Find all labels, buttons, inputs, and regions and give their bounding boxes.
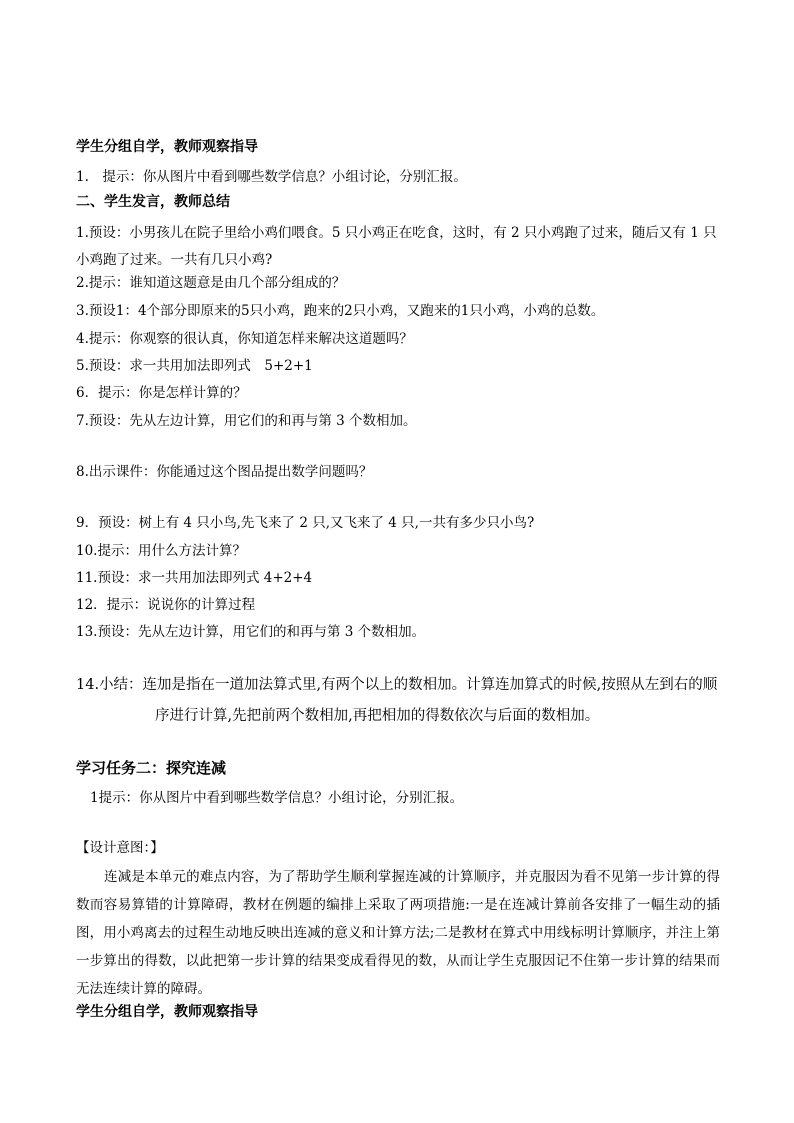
task2-heading: 学习任务二：探究连减 bbox=[76, 759, 227, 777]
design-heading: 【设计意图：】 bbox=[76, 840, 164, 856]
section-heading-self-study-2: 学生分组自学，教师观察指导 bbox=[76, 1004, 258, 1020]
item-12: 12．提示：说说你的计算过程 bbox=[76, 597, 256, 613]
summary-line-1: 14.小结：连加是指在一道加法算式里,有两个以上的数相加。计算连加算式的时候,按照从左到右的顺 bbox=[76, 677, 718, 693]
item-1: 1.预设：小男孩儿在院子里给小鸡们喂食。5 只小鸡正在吃食，这时，有 2 只小鸡跑了过来，随后又有 1 只小鸡跑了过来。一共有几只小鸡? bbox=[76, 225, 717, 268]
hint-line: 1. 提示：你从图片中看到哪些数学信息？小组讨论，分别汇报。 bbox=[76, 169, 467, 185]
item-4: 4.提示：你观察的很认真，你知道怎样来解决这道题吗？ bbox=[76, 331, 413, 347]
item-5: 5.预设：求一共用加法即列式 5+2+1 bbox=[76, 358, 313, 374]
summary-line-2: 序进行计算,先把前两个数相加,再把相加的得数依次与后面的数相加。 bbox=[155, 708, 600, 724]
task2-hint: 1提示：你从图片中看到哪些数学信息？小组讨论，分别汇报。 bbox=[90, 790, 464, 806]
section-heading-self-study: 学生分组自学，教师观察指导 bbox=[76, 139, 258, 155]
section-heading-speak: 二、学生发言，教师总结 bbox=[76, 194, 230, 210]
item-9: 9．预设：树上有 4 只小鸟,先飞来了 2 只,又飞来了 4 只,一共有多少只小鸟? bbox=[76, 515, 535, 531]
item-13: 13.预设：先从左边计算，用它们的和再与第 3 个数相加。 bbox=[76, 624, 426, 640]
item-3: 3.预设1：4个部分即原来的5只小鸡，跑来的2只小鸡，又跑来的1只小鸡，小鸡的总数。 bbox=[76, 303, 605, 319]
design-paragraph: 连减是本单元的难点内容，为了帮助学生顺利掌握连减的计算顺序，并克服因为看不见第一步计算的得数而容易算错的计算障碍，教材在例题的编排上采取了两项措施:一是在连减计算前各安排了一幅生动的插图，用小鸡离去的过程生动地反映出连减的意义和计算方法;二是教材在算式中用线标明计算顺序，并注上第一步算出的得数，以此把第一步计算的结果变成看得见的数，从而让学生克服因记不住第一步计算的结果而无法连续计算的障碍。 bbox=[76, 869, 720, 997]
item-8: 8.出示课件：你能通过这个图品提出数学问题吗？ bbox=[76, 464, 373, 480]
item-11: 11.预设：求一共用加法即列式 4+2+4 bbox=[76, 570, 313, 586]
item-10: 10.提示：用什么方法计算？ bbox=[76, 543, 246, 559]
item-2: 2.提示：谁知道这题意是由几个部分组成的？ bbox=[76, 275, 346, 291]
item-7: 7.预设：先从左边计算，用它们的和再与第 3 个数相加。 bbox=[76, 413, 417, 429]
item-6: 6．提示：你是怎样计算的？ bbox=[76, 385, 247, 401]
